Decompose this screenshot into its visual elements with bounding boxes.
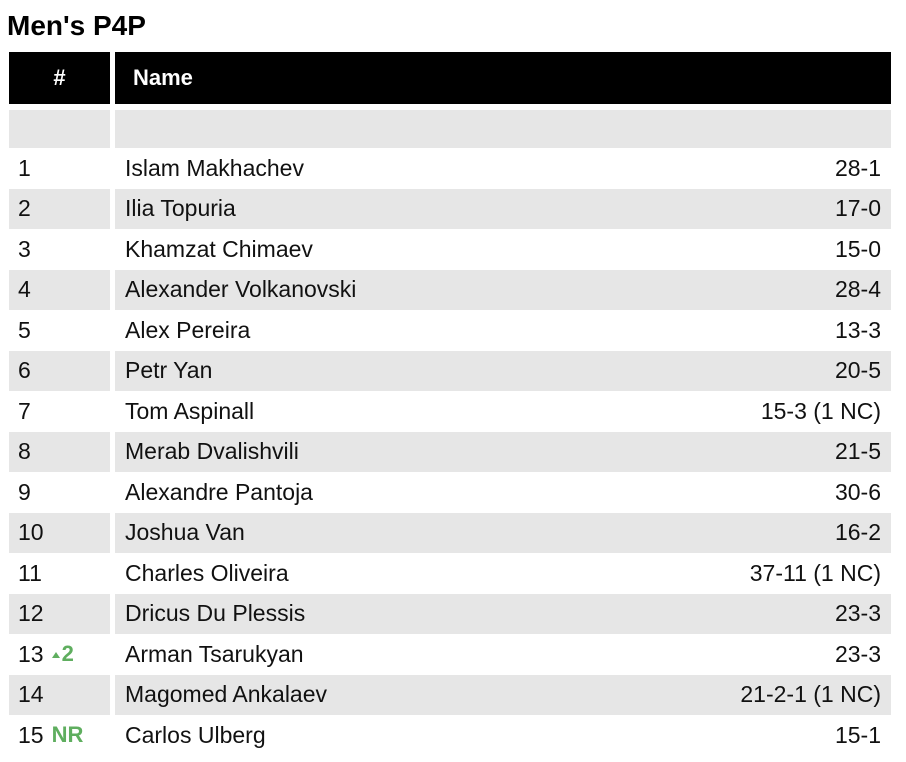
- table-row[interactable]: [9, 189, 891, 230]
- rank-number: 13: [18, 640, 44, 667]
- table-row[interactable]: [9, 715, 891, 756]
- fighter-record: 21-2-1 (1 NC): [740, 681, 881, 708]
- fighter-name[interactable]: Alexander Volkanovski: [125, 276, 357, 303]
- fighter-name[interactable]: Dricus Du Plessis: [125, 600, 306, 627]
- fighter-name[interactable]: Khamzat Chimaev: [125, 235, 313, 262]
- table-row[interactable]: [9, 229, 891, 270]
- rank-number: 4: [18, 276, 31, 303]
- rank-number: 3: [18, 235, 31, 262]
- rank-cell: [9, 229, 110, 270]
- rank-number: 14: [18, 681, 44, 708]
- fighter-record: 21-5: [834, 438, 881, 465]
- fighter-record: 20-5: [834, 357, 881, 384]
- name-cell: [115, 351, 891, 392]
- rank-cell: [9, 553, 110, 594]
- fighter-record: 23-3: [834, 640, 881, 667]
- rank-number: 15: [18, 721, 44, 748]
- table-row[interactable]: [9, 594, 891, 635]
- rank-new-entry: [52, 722, 84, 748]
- fighter-name[interactable]: Alex Pereira: [125, 316, 251, 343]
- fighter-name[interactable]: Islam Makhachev: [125, 154, 304, 181]
- name-column-header-label: Name: [133, 65, 193, 90]
- name-column-header[interactable]: [115, 52, 891, 104]
- rank-cell: [9, 270, 110, 311]
- fighter-name[interactable]: Tom Aspinall: [125, 397, 255, 424]
- rank-number: 10: [18, 519, 44, 546]
- table-row[interactable]: [9, 310, 891, 351]
- table-row[interactable]: [9, 391, 891, 432]
- table-row[interactable]: [9, 675, 891, 716]
- name-cell: [115, 148, 891, 189]
- spacer-cell: [115, 110, 891, 148]
- rank-cell: [9, 715, 110, 756]
- fighter-record: 23-3: [834, 600, 881, 627]
- rank-number: 9: [18, 478, 31, 505]
- table-spacer-row: [9, 110, 891, 148]
- rank-cell: [9, 189, 110, 230]
- rank-number: 5: [18, 316, 31, 343]
- fighter-name[interactable]: Carlos Ulberg: [125, 721, 266, 748]
- name-cell: [115, 634, 891, 675]
- rank-column-header[interactable]: #: [9, 52, 110, 104]
- rank-number: 8: [18, 438, 31, 465]
- name-cell: [115, 675, 891, 716]
- table-row[interactable]: [9, 634, 891, 675]
- fighter-name[interactable]: Magomed Ankalaev: [125, 681, 328, 708]
- fighter-name[interactable]: Arman Tsarukyan: [125, 640, 304, 667]
- table-row[interactable]: [9, 513, 891, 554]
- fighter-name[interactable]: Charles Oliveira: [125, 559, 289, 586]
- rank-number: 6: [18, 357, 31, 384]
- fighter-record: 28-4: [834, 276, 881, 303]
- page-title: Men's P4P: [7, 10, 146, 41]
- name-cell: [115, 310, 891, 351]
- name-cell: [115, 229, 891, 270]
- rank-number: 1: [18, 154, 31, 181]
- fighter-record: 37-11 (1 NC): [749, 559, 881, 586]
- rank-number: 2: [18, 195, 31, 222]
- rank-cell: [9, 513, 110, 554]
- spacer-cell: [9, 110, 110, 148]
- rank-cell: [9, 351, 110, 392]
- fighter-name[interactable]: Merab Dvalishvili: [125, 438, 299, 465]
- rank-number: 11: [18, 559, 42, 586]
- rank-number: 12: [18, 600, 44, 627]
- rank-cell: [9, 594, 110, 635]
- fighter-name[interactable]: Petr Yan: [125, 357, 213, 384]
- fighter-name[interactable]: Ilia Topuria: [125, 195, 236, 222]
- fighter-name[interactable]: Alexandre Pantoja: [125, 478, 313, 505]
- up-arrow-icon: [52, 652, 60, 658]
- name-cell: [115, 553, 891, 594]
- name-cell: [115, 432, 891, 473]
- name-cell: [115, 715, 891, 756]
- rank-change-value: NR: [51, 722, 84, 748]
- rank-cell: [9, 675, 110, 716]
- fighter-record: 30-6: [834, 478, 881, 505]
- rank-cell: [9, 634, 110, 675]
- fighter-name[interactable]: Joshua Van: [125, 519, 245, 546]
- fighter-record: 15-0: [834, 235, 881, 262]
- rank-cell: [9, 391, 110, 432]
- table-row[interactable]: [9, 148, 891, 189]
- table-row[interactable]: [9, 432, 891, 473]
- table-row[interactable]: [9, 351, 891, 392]
- rank-cell: [9, 472, 110, 513]
- rank-change-value: 2: [61, 641, 74, 667]
- fighter-record: 28-1: [834, 154, 881, 181]
- fighter-record: 15-1: [834, 721, 881, 748]
- name-cell: [115, 513, 891, 554]
- rank-number: 7: [18, 397, 31, 424]
- rank-cell: [9, 310, 110, 351]
- table-row[interactable]: [9, 270, 891, 311]
- rank-cell: [9, 432, 110, 473]
- name-cell: [115, 270, 891, 311]
- rank-change-up: [52, 641, 74, 667]
- rankings-table: [9, 52, 891, 756]
- name-cell: [115, 472, 891, 513]
- table-body: [9, 148, 891, 756]
- fighter-record: 16-2: [834, 519, 881, 546]
- name-cell: [115, 189, 891, 230]
- fighter-record: 15-3 (1 NC): [760, 397, 881, 424]
- table-row[interactable]: [9, 472, 891, 513]
- name-cell: [115, 594, 891, 635]
- name-cell: [115, 391, 891, 432]
- fighter-record: 13-3: [834, 316, 881, 343]
- rank-cell: [9, 148, 110, 189]
- table-row[interactable]: [9, 553, 891, 594]
- table-header-row: [9, 52, 891, 104]
- fighter-record: 17-0: [834, 195, 881, 222]
